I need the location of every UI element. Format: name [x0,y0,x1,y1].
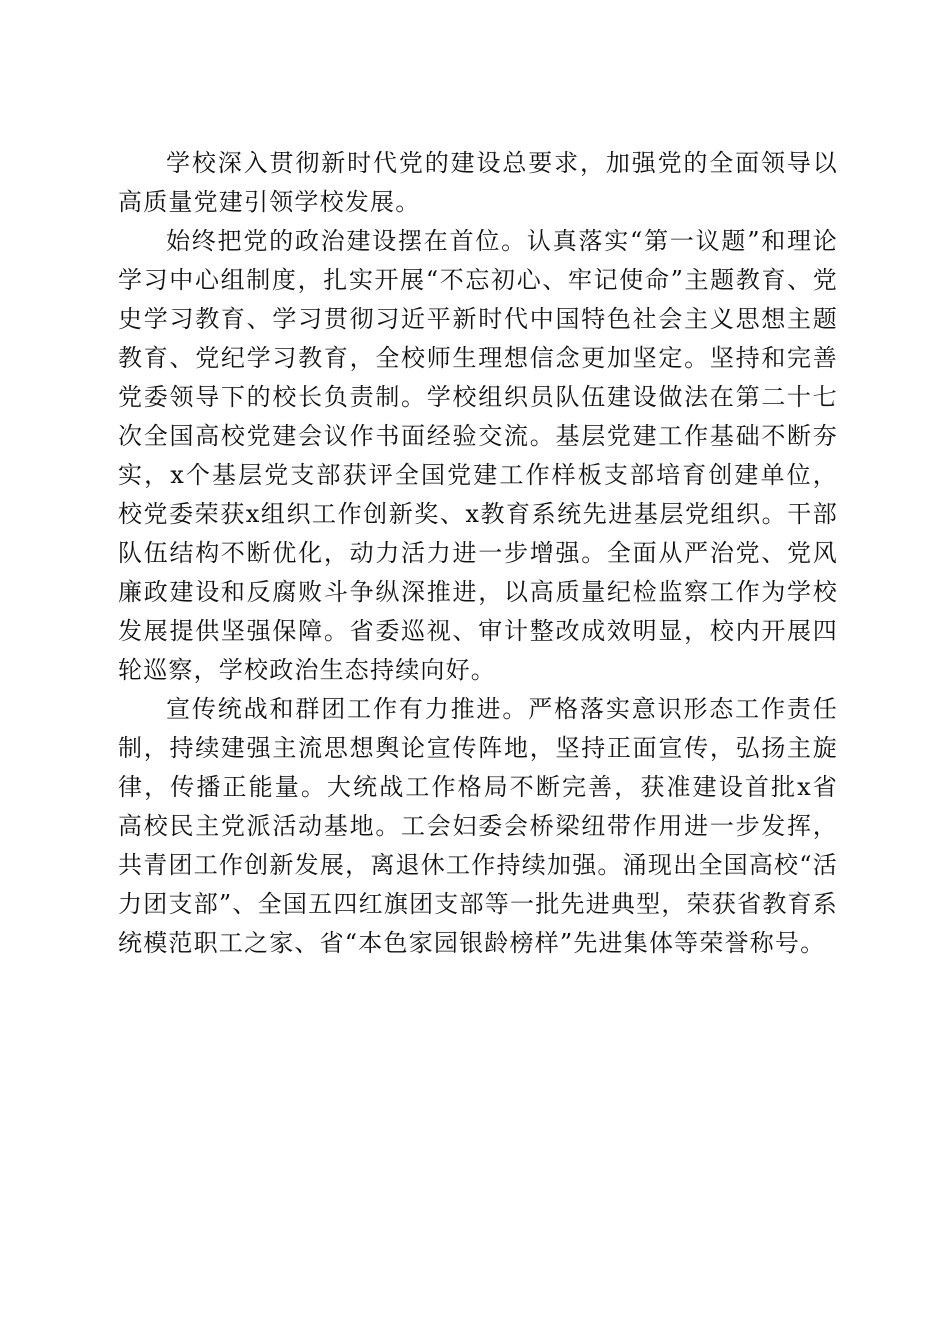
document-body [118,144,838,963]
paragraph-intro: 学校深入贯彻新时代党的建设总要求，加强党的全面领导以高质量党建引领学校发展。 [118,149,838,216]
paragraph-publicity-united-front: 宣传统战和群团工作有力推进。严格落实意识形态工作责任制，持续建强主流思想舆论宣传阵地，坚持正面宣传，弘扬主旋律，传播正能量。大统战工作格局不断完善，获准建设首批x省高校民主党派活动基地。工会妇委会桥梁纽带作用进一步发挥，共青团工作创新发展，离退休工作持续加强。涌现出全国高校“活力团支部”、全国五四红旗团支部等一批先进典型，荣获省教育系统模范职工之家、省“本色家园银龄榜样”先进集体等荣誉称号。 [118,695,838,957]
paragraph-political-construction: 始终把党的政治建设摆在首位。认真落实“第一议题”和理论学习中心组制度，扎实开展“不忘初心、牢记使命”主题教育、党史学习教育、学习贯彻习近平新时代中国特色社会主义思想主题教育、党纪学习教育，全校师生理想信念更加坚定。坚持和完善党委领导下的校长负责制。学校组织员队伍建设做法在第二十七次全国高校党建会议作书面经验交流。基层党建工作基础不断夯实，x个基层党支部获评全国党建工作样板支部培育创建单位，校党委荣获x组织工作创新奖、x教育系统先进基层党组织。干部队伍结构不断优化，动力活力进一步增强。全面从严治党、党风廉政建设和反腐败斗争纵深推进，以高质量纪检监察工作为学校发展提供坚强保障。省委巡视、审计整改成效明显，校内开展四轮巡察，学校政治生态持续向好。 [118,227,838,684]
